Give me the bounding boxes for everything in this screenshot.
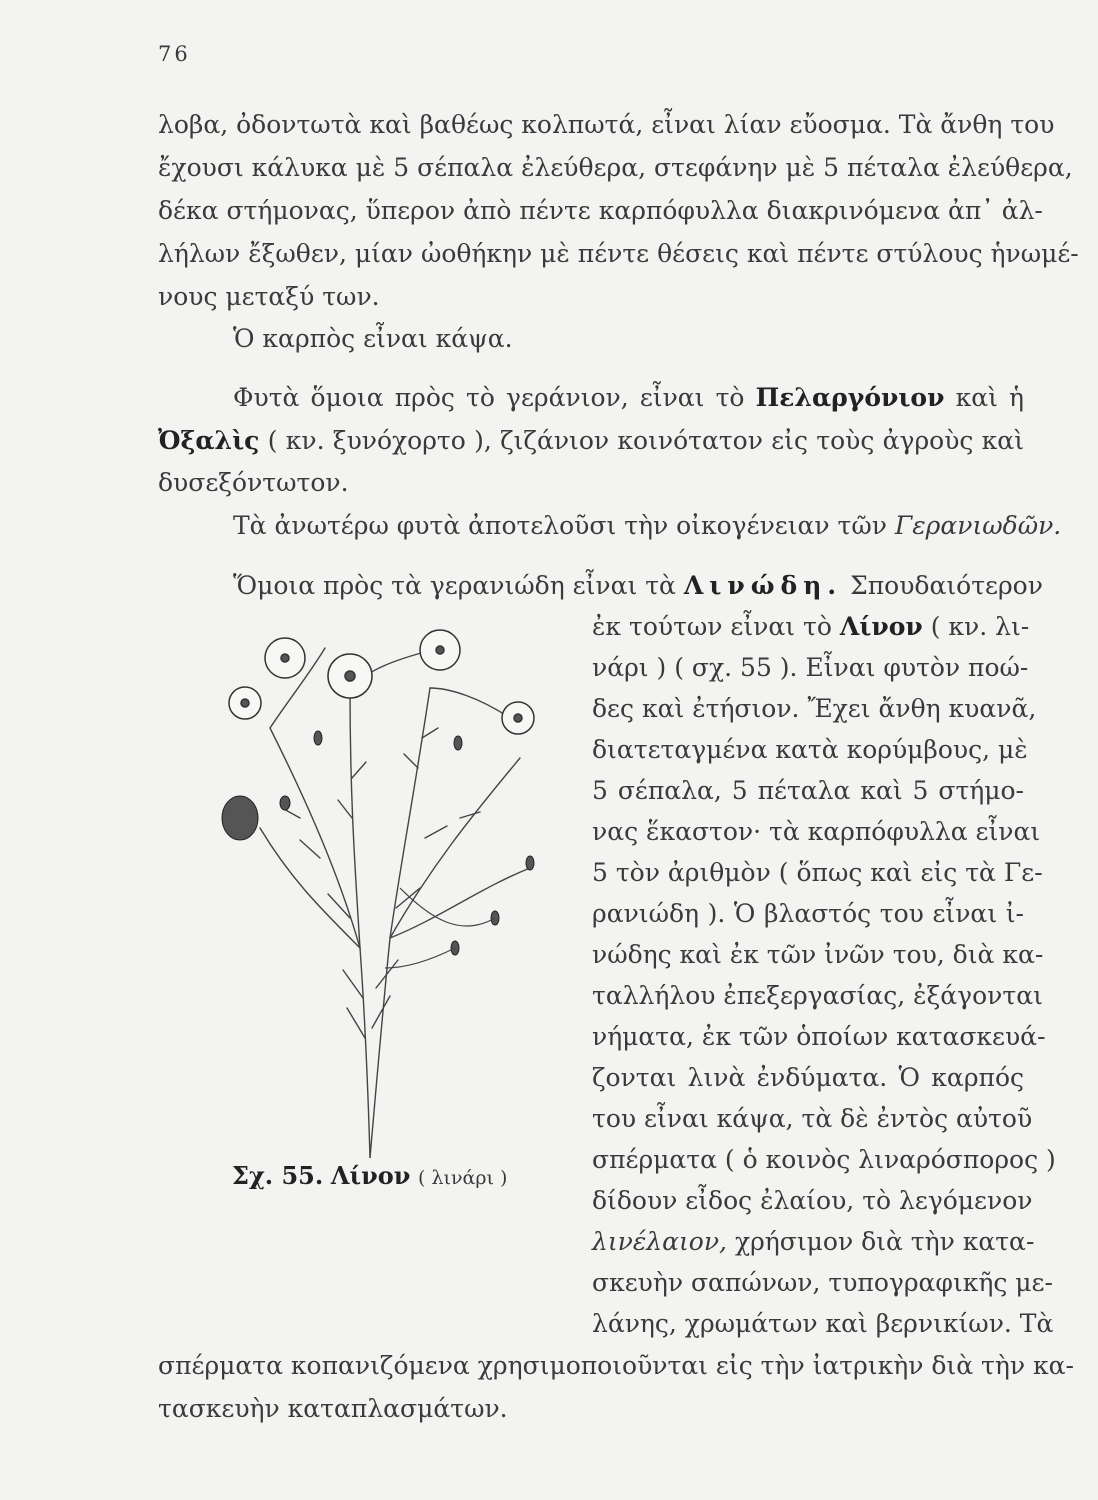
text-line: νους μεταξύ των. <box>158 282 380 311</box>
figure-caption <box>232 1160 507 1194</box>
text-line: νώδης καὶ ἐκ τῶν ἰνῶν του, διὰ κα- <box>592 940 1044 969</box>
text-span: Φυτὰ ὅμοια πρὸς τὸ γεράνιον, εἶναι τὸ <box>233 383 745 412</box>
term-linelaion: λινέλαιον, <box>592 1227 727 1256</box>
flower <box>229 687 261 719</box>
term-linodi: Λινώδη. <box>683 571 843 600</box>
text-line: σπέρματα ( ὁ κοινὸς λιναρόσπορος ) <box>592 1145 1056 1174</box>
text-line: Ὁ καρπὸς εἶναι κάψα. <box>233 324 513 353</box>
bud <box>526 856 534 870</box>
text-line: σκευὴν σαπώνων, τυπογραφικῆς με- <box>592 1268 1053 1297</box>
text-line: δέκα στήμονας, ὕπερον ἀπὸ πέντε καρπόφυλλα διακρινόμενα ἀπ᾿ ἀλ- <box>158 196 1043 225</box>
text-span: καὶ ἡ <box>955 383 1025 412</box>
text-span: Τὰ ἀνωτέρω φυτὰ ἀποτελοῦσι τὴν οἰκογένειαν τῶν <box>233 511 887 540</box>
text-line: ρανιώδη ). Ὁ βλαστός του εἶναι ἰ- <box>592 899 1024 928</box>
text-line: τασκευὴν καταπλασμάτων. <box>158 1394 508 1423</box>
text-span: Σπουδαιότερον <box>850 571 1043 600</box>
text-line: λοβα, ὀδοντωτὰ καὶ βαθέως κολπωτά, εἶναι λίαν εὔοσμα. Τὰ ἄνθη του <box>158 110 1055 139</box>
text-line: ταλλήλου ἐπεξεργασίας, ἐξάγονται <box>592 981 1043 1010</box>
text-line: 5 τὸν ἀριθμὸν ( ὅπως καὶ εἰς τὰ Γε- <box>592 858 1043 887</box>
caption-figure-number: Σχ. 55. <box>232 1161 324 1190</box>
bud <box>314 731 322 745</box>
text-line: δίδουν εἶδος ἐλαίου, τὸ λεγόμενον <box>592 1186 1033 1215</box>
text-line <box>592 1225 1035 1259</box>
term-geraniodon: Γερανιωδῶν. <box>894 511 1062 540</box>
text-line: ἔχουσι κάλυκα μὲ 5 σέπαλα ἐλεύθερα, στεφάνην μὲ 5 πέταλα ἐλεύθερα, <box>158 153 1073 182</box>
caption-name: Λίνον <box>330 1161 411 1190</box>
page-number: 76 <box>158 42 191 66</box>
text-line: λάνης, χρωμάτων καὶ βερνικίων. Τὰ <box>592 1309 1054 1338</box>
text-line: του εἶναι κάψα, τὰ δὲ ἐντὸς αὐτοῦ <box>592 1104 1033 1133</box>
text-line: λήλων ἔξωθεν, μίαν ὠοθήκην μὲ πέντε θέσεις καὶ πέντε στύλους ἡνωμέ- <box>158 239 1079 268</box>
term-oxalis: Ὀξαλὶς <box>158 426 260 455</box>
flower <box>420 630 460 670</box>
stem <box>390 688 430 938</box>
text-line <box>233 381 1024 415</box>
bud <box>454 736 462 750</box>
flax-plant-illustration <box>200 618 560 1158</box>
stem <box>260 828 360 948</box>
stem <box>360 948 370 1158</box>
text-span: ( κν. λι- <box>930 612 1030 641</box>
text-line <box>592 610 1030 644</box>
stem <box>370 938 390 1158</box>
text-span: ἐκ τούτων εἶναι τὸ <box>592 612 832 641</box>
stem <box>390 758 520 938</box>
text-line <box>158 424 1024 458</box>
text-span: χρήσιμον διὰ τὴν κατα- <box>734 1227 1035 1256</box>
stem <box>430 688 510 718</box>
text-span: Ὅμοια πρὸς τὰ γερανιώδη εἶναι τὰ <box>233 571 676 600</box>
text-line: νάρι ) ( σχ. 55 ). Εἶναι φυτὸν ποώ- <box>592 653 1029 682</box>
term-pelargonion: Πελαργόνιον <box>755 383 945 412</box>
text-line <box>233 569 1043 603</box>
text-line <box>233 509 1062 543</box>
text-line: δυσεξόντωτον. <box>158 468 349 497</box>
flower <box>328 654 372 698</box>
text-line: σπέρματα κοπανιζόμενα χρησιμοποιοῦνται εἰς τὴν ἰατρικὴν διὰ τὴν κα- <box>158 1351 1074 1380</box>
text-line: 5 σέπαλα, 5 πέταλα καὶ 5 στήμο- <box>592 776 1024 805</box>
text-line: δες καὶ ἐτήσιον. Ἔχει ἄνθη κυανᾶ, <box>592 694 1037 723</box>
term-linon: Λίνον <box>839 612 923 641</box>
flower-dark <box>222 796 258 840</box>
text-line: νας ἕκαστον· τὰ καρπόφυλλα εἶναι <box>592 817 1041 846</box>
flower <box>502 702 534 734</box>
text-line: διατεταγμένα κατὰ κορύμβους, μὲ <box>592 735 1028 764</box>
bud <box>280 796 290 810</box>
text-line: ζονται λινὰ ἐνδύματα. Ὁ καρπός <box>592 1063 1024 1092</box>
flower <box>265 638 305 678</box>
text-line: νήματα, ἐκ τῶν ὁποίων κατασκευά- <box>592 1022 1046 1051</box>
text-span: ( κν. ξυνόχορτο ), ζιζάνιον κοινότατον εἰς τοὺς ἀγροὺς καὶ <box>267 426 1024 455</box>
caption-subname: ( λινάρι ) <box>418 1167 508 1189</box>
